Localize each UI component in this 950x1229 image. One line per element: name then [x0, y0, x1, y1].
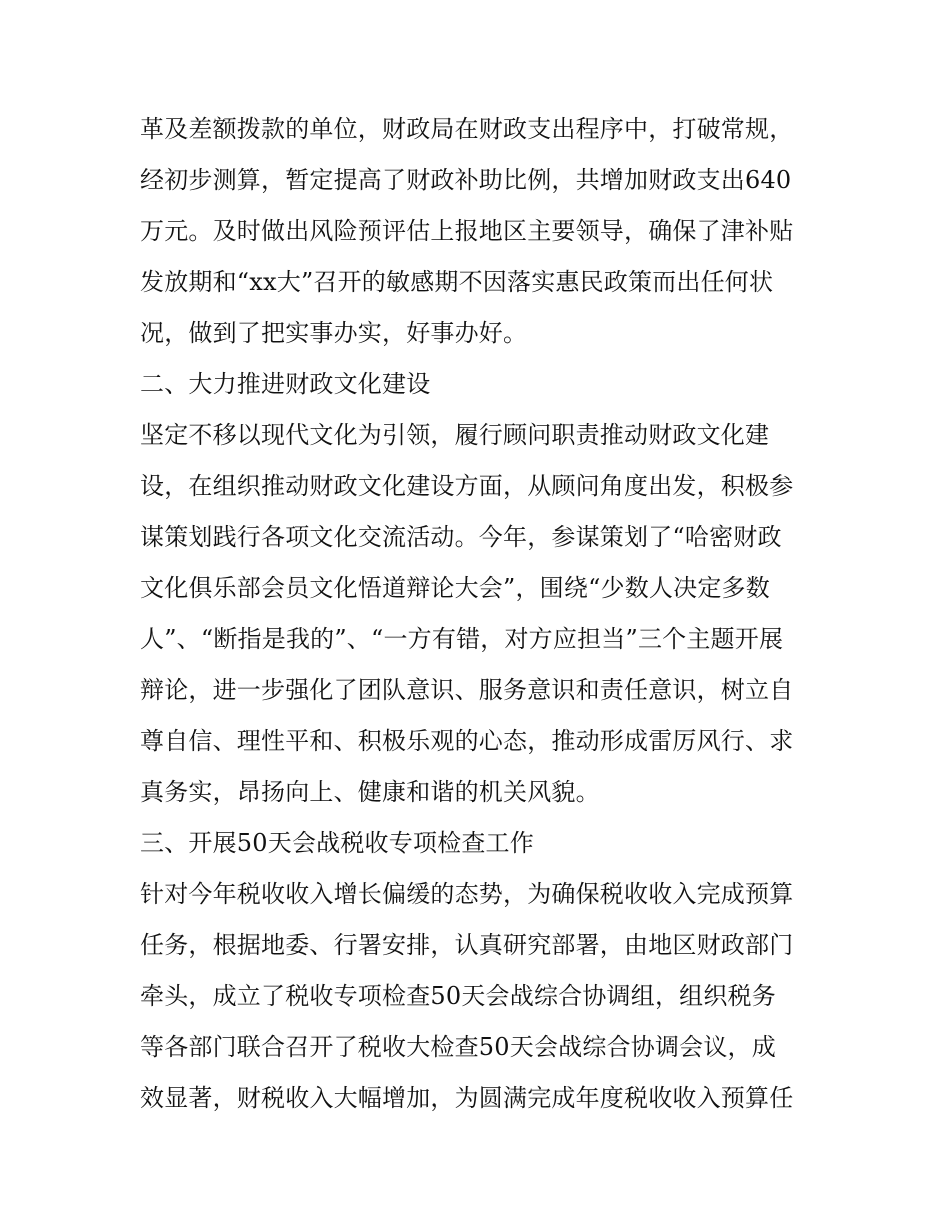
- text-line: 真务实，昂扬向上、健康和谐的机关风貌。: [140, 778, 600, 806]
- text-line: 等各部门联合召开了税收大检查50天会战综合协调会议，成: [140, 1033, 776, 1061]
- text-line: 人”、“断指是我的”、“一方有错，对方应担当”三个主题开展: [140, 625, 784, 653]
- text-line: 针对今年税收收入增长偏缓的态势，为确保税收收入完成预算: [140, 880, 794, 908]
- text-line: 效显著，财税收入大幅增加，为圆满完成年度税收收入预算任: [140, 1084, 794, 1112]
- text-line: 文化俱乐部会员文化悟道辩论大会”，围绕“少数人决定多数: [140, 574, 770, 602]
- text-line: 经初步测算，暂定提高了财政补助比例，共增加财政支出640: [140, 166, 792, 194]
- text-line: 万元。及时做出风险预评估上报地区主要领导，确保了津补贴: [140, 217, 794, 245]
- text-line: 辩论，进一步强化了团队意识、服务意识和责任意识，树立自: [140, 676, 794, 704]
- text-line: 况，做到了把实事办实，好事办好。: [140, 319, 528, 347]
- section-heading-3: 三、开展50天会战税收专项检查工作: [140, 829, 534, 857]
- text-line: 牵头，成立了税收专项检查50天会战综合协调组，组织税务: [140, 982, 776, 1010]
- text-line: 任务，根据地委、行署安排，认真研究部署，由地区财政部门: [140, 931, 794, 959]
- text-line: 坚定不移以现代文化为引领，履行顾问职责推动财政文化建: [140, 421, 770, 449]
- document-body: [140, 104, 820, 1124]
- text-line: 发放期和“xx大”召开的敏感期不因落实惠民政策而出任何状: [140, 268, 774, 296]
- section-heading-2: 二、大力推进财政文化建设: [140, 370, 431, 398]
- text-line: 谋策划践行各项文化交流活动。今年，参谋策划了“哈密财政: [140, 523, 782, 551]
- text-line: 尊自信、理性平和、积极乐观的心态，推动形成雷厉风行、求: [140, 727, 794, 755]
- text-line: 设，在组织推动财政文化建设方面，从顾问角度出发，积极参: [140, 472, 794, 500]
- text-line: 革及差额拨款的单位，财政局在财政支出程序中，打破常规，: [140, 115, 794, 143]
